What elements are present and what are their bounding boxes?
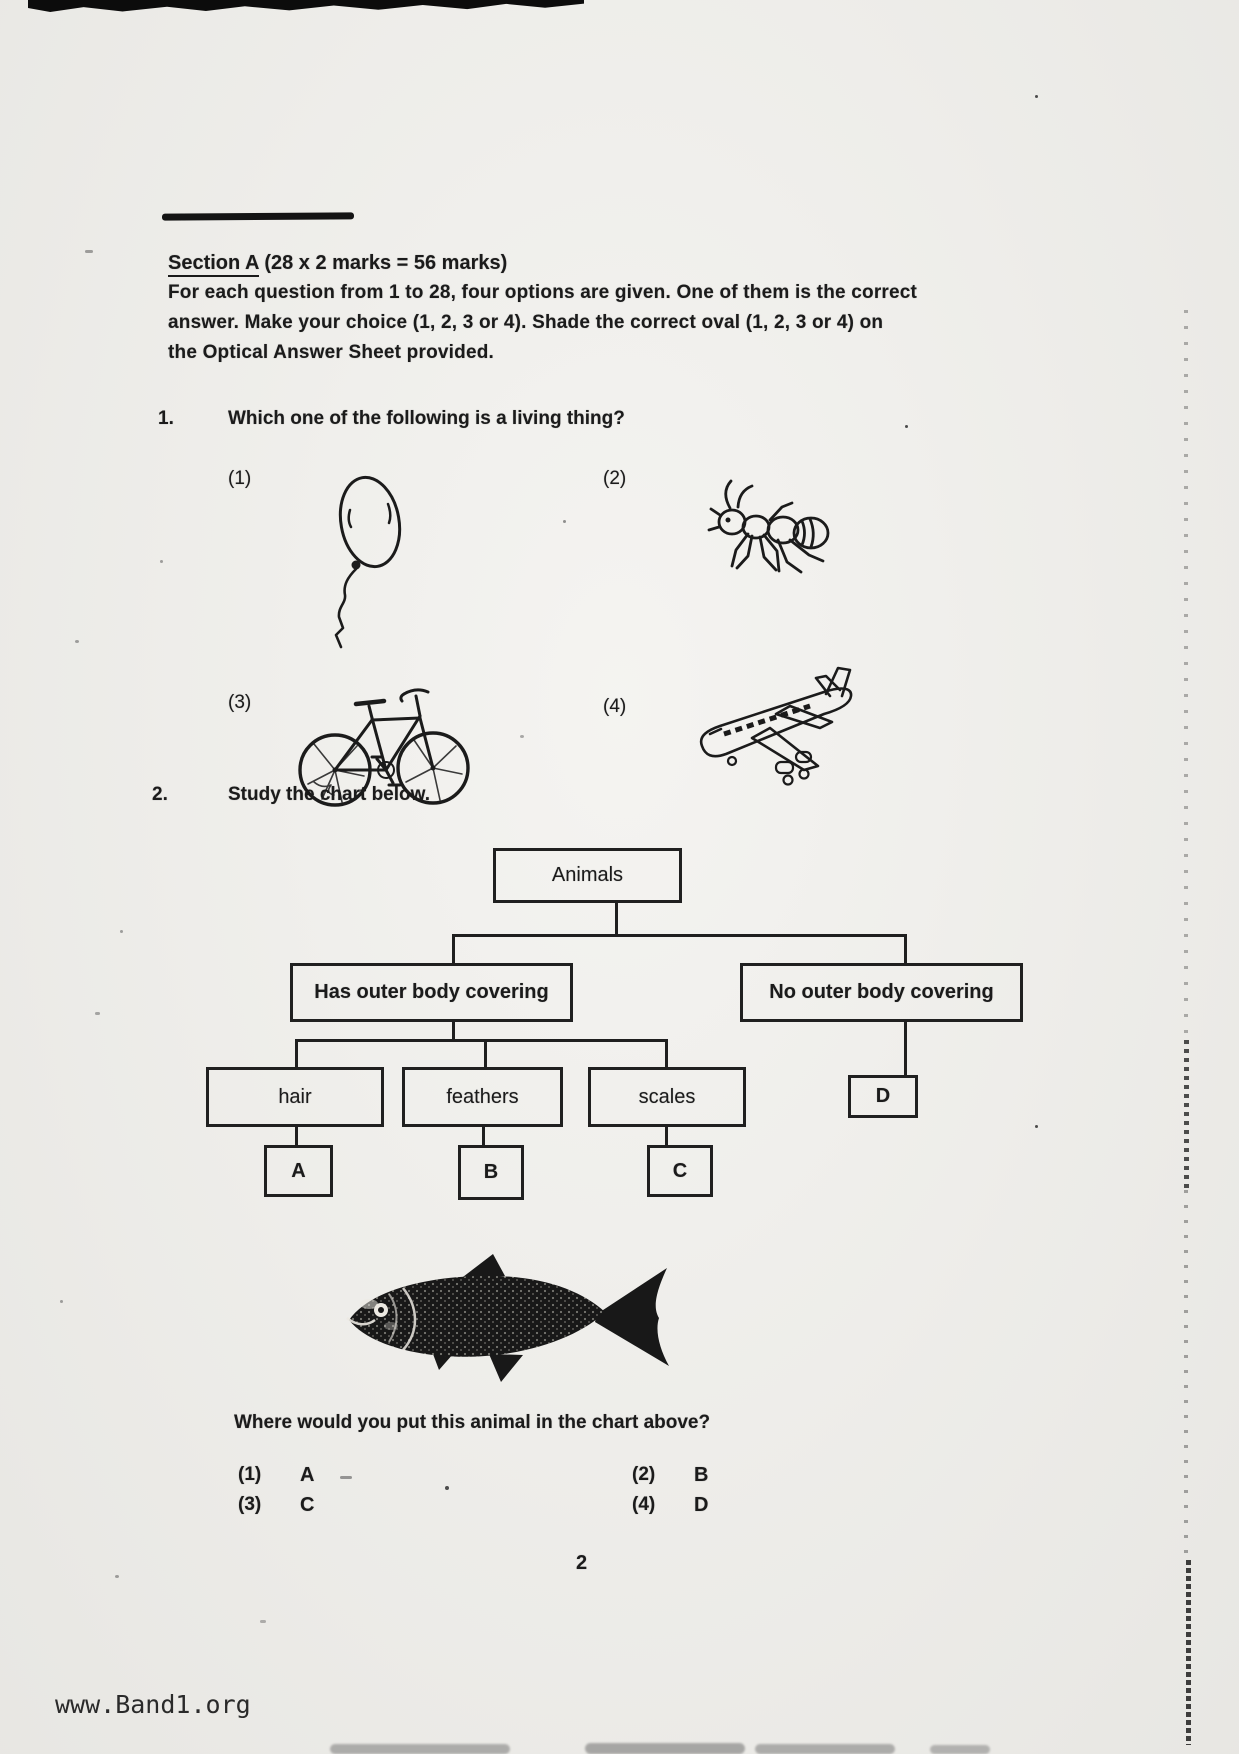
section-marks: (28 x 2 marks = 56 marks) xyxy=(258,252,508,274)
flowchart-connector xyxy=(295,1039,668,1042)
flowchart-box-has-covering xyxy=(290,963,573,1022)
q2-option-3-label: (3) xyxy=(238,1494,262,1515)
instruction-line: answer. Make your choice (1, 2, 3 or 4). Shade the correct oval (1, 2, 3 or 4) on xyxy=(168,312,884,333)
aeroplane-drawing xyxy=(692,662,862,794)
flowchart-connector xyxy=(482,1127,485,1145)
page-number: 2 xyxy=(576,1552,588,1574)
flowchart-box-A xyxy=(264,1145,333,1197)
q2-option-2-label: (2) xyxy=(632,1464,656,1485)
trait-hair-label: hair xyxy=(278,1085,312,1108)
flowchart-connector xyxy=(615,903,618,936)
option-D-label: D xyxy=(875,1085,891,1107)
instruction-line: For each question from 1 to 28, four options are given. One of them is the correct xyxy=(168,282,918,303)
flowchart-root-label: Animals xyxy=(551,864,624,886)
ant-drawing xyxy=(706,472,841,590)
flowchart-connector xyxy=(904,934,907,963)
flowchart-box-B xyxy=(458,1145,524,1200)
flowchart-connector xyxy=(665,1039,668,1067)
flowchart-box-no-covering xyxy=(740,963,1023,1022)
q2-option-1-answer: A xyxy=(300,1464,315,1486)
flowchart-connector xyxy=(484,1039,487,1067)
fish-image xyxy=(343,1254,685,1386)
flowchart-box-C xyxy=(647,1145,713,1197)
scan-artifact-right-dots xyxy=(1184,1040,1189,1190)
q2-option-4-label: (4) xyxy=(632,1494,656,1515)
trait-feathers-label: feathers xyxy=(446,1085,519,1108)
question-2-text: Study the chart below. xyxy=(228,784,430,805)
watermark: www.Band1.org xyxy=(55,1690,251,1719)
q1-option-2-label: (2) xyxy=(603,468,627,489)
flowchart-box-scales xyxy=(588,1067,746,1127)
flowchart-connector xyxy=(295,1039,298,1067)
flowchart-connector xyxy=(452,1022,455,1040)
flowchart-connector xyxy=(295,1127,298,1145)
q1-option-1-label: (1) xyxy=(228,468,252,489)
section-title: Section A xyxy=(168,252,259,277)
question-2-number: 2. xyxy=(152,784,168,805)
instruction-line: the Optical Answer Sheet provided. xyxy=(168,342,494,363)
option-B-label: B xyxy=(483,1161,499,1183)
q1-option-4-label: (4) xyxy=(603,696,627,717)
q2-option-4-answer: D xyxy=(694,1494,709,1516)
scan-artifact-right-dots xyxy=(1184,1190,1188,1560)
flowchart-box-hair xyxy=(206,1067,384,1127)
q1-option-3-label: (3) xyxy=(228,692,252,713)
flowchart-connector xyxy=(452,934,455,963)
scan-artifact-smudge xyxy=(162,212,354,220)
q2-option-3-answer: C xyxy=(300,1494,315,1516)
flowchart-box-feathers xyxy=(402,1067,563,1127)
q2-option-2-answer: B xyxy=(694,1464,709,1486)
option-C-label: C xyxy=(672,1159,688,1182)
flowchart-box-animals xyxy=(493,848,682,903)
scan-artifact-top-bar xyxy=(28,0,584,13)
question-1-text: Which one of the following is a living thing? xyxy=(228,408,625,429)
flowchart-box-D xyxy=(848,1075,918,1118)
flowchart-connector xyxy=(665,1127,668,1145)
flowchart-connector xyxy=(904,1022,907,1075)
question-1-number: 1. xyxy=(158,408,174,429)
option-A-label: A xyxy=(291,1159,306,1182)
scan-artifact-right-dots xyxy=(1184,310,1188,1040)
flowchart-right-label: No outer body covering xyxy=(769,981,994,1003)
balloon-drawing xyxy=(315,470,415,650)
trait-scales-label: scales xyxy=(638,1085,696,1108)
scan-artifact-right-dots xyxy=(1186,1560,1191,1745)
flowchart-connector xyxy=(452,934,907,937)
question-2-sub-question: Where would you put this animal in the chart above? xyxy=(234,1412,711,1433)
section-heading xyxy=(168,252,507,275)
q2-option-1-label: (1) xyxy=(238,1464,262,1485)
flowchart-left-label: Has outer body covering xyxy=(314,981,549,1003)
